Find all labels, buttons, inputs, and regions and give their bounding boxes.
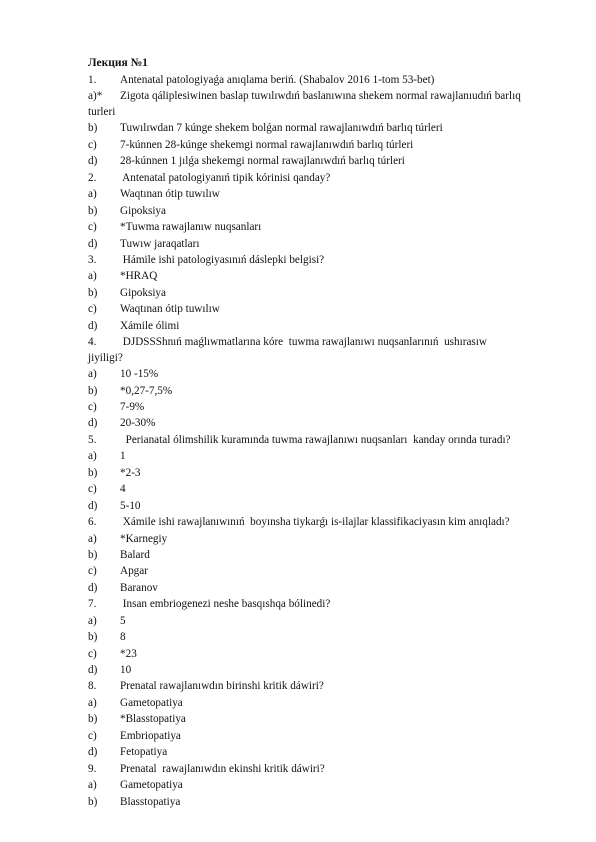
line-label: 3. <box>88 253 97 266</box>
line-label: a) <box>88 450 97 463</box>
line-text: Xámile ólimi <box>120 319 180 332</box>
line-label: c) <box>88 729 97 742</box>
line-text: *23 <box>120 647 137 660</box>
line-label: 2. <box>88 171 97 184</box>
line-label: d) <box>88 237 98 250</box>
answer-option <box>88 794 558 810</box>
line-text: Hámile ishi patologiyasınıń dáslepki belgisi? <box>120 253 325 266</box>
line-text: 10 -15% <box>120 368 159 381</box>
question-line <box>88 432 558 448</box>
line-text: Gipoksiya <box>120 286 166 299</box>
line-text: Perianatal ólimshilik kuramında tuwma rawajlanıwı nuqsanları kanday orında turadı? <box>120 433 511 446</box>
line-label: 5. <box>88 433 97 446</box>
answer-option <box>88 547 558 563</box>
line-text: Prenatal rawajlanıwdın birinshi kritik dáwiri? <box>120 680 324 693</box>
line-text: Gipoksiya <box>120 204 166 217</box>
answer-option <box>88 399 558 415</box>
answer-option <box>88 563 558 579</box>
answer-option <box>88 301 558 317</box>
line-label: a) <box>88 532 97 545</box>
line-text: *Karnegiy <box>120 532 168 545</box>
answer-option <box>88 448 558 464</box>
line-text: 20-30% <box>120 417 156 430</box>
line-text: DJDSSShnıń maǵlıwmatlarına kóre tuwma rawajlanıwı nuqsanlarınıń ushırasıw <box>120 336 487 349</box>
answer-option <box>88 646 558 662</box>
line-text: Antenatal patologiyanıń tipik kórinisi qanday? <box>120 171 331 184</box>
line-text: 1 <box>120 450 126 463</box>
answer-option <box>88 203 558 219</box>
question-line <box>88 596 558 612</box>
line-label: a) <box>88 188 97 201</box>
answer-option <box>88 711 558 727</box>
answer-option <box>88 481 558 497</box>
line-text: 7-9% <box>120 401 145 413</box>
answer-option <box>88 383 558 399</box>
line-text: *Tuwma rawajlanıw nuqsanları <box>120 221 262 234</box>
line-text: Antenatal patologiyaǵa anıqlama beriń. (Shabalov 2016 1-tom 53-bet) <box>120 74 435 86</box>
question-line <box>88 514 558 530</box>
question-line <box>88 334 558 366</box>
line-label: a) <box>88 696 97 709</box>
line-label: d) <box>88 417 98 430</box>
line-text: 7-kúnnen 28-kúnge shekemgi normal rawajlanıwdıń barlıq túrleri <box>120 138 414 151</box>
line-text: *Blasstopatiya <box>120 713 186 726</box>
line-label: c) <box>88 647 97 660</box>
line-label: a)* <box>88 90 103 103</box>
answer-option <box>88 695 558 711</box>
line-text: 5-10 <box>120 499 141 512</box>
line-label: 1. <box>88 74 97 86</box>
answer-option <box>88 268 558 284</box>
line-label: b) <box>88 204 98 217</box>
line-label: d) <box>88 581 98 594</box>
line-label: b) <box>88 286 98 299</box>
answer-option <box>88 498 558 514</box>
line-text: Zigota qáliplesiwinen baslap tuwılıwdıń baslanıwına shekem normal rawajlanıudıń barlıq <box>120 90 521 103</box>
line-label: d) <box>88 319 98 332</box>
line-label: d) <box>88 155 98 168</box>
line-text: *HRAQ <box>120 270 158 283</box>
answer-option <box>88 120 558 136</box>
line-text: Apgar <box>120 565 148 578</box>
answer-option <box>88 219 558 235</box>
line-text: Fetopatiya <box>120 746 168 759</box>
line-text: Balard <box>120 548 150 561</box>
line-continuation: jiyiligi? <box>88 352 123 365</box>
line-text: 4 <box>120 483 126 496</box>
question-line <box>88 252 558 268</box>
line-label: b) <box>88 122 98 135</box>
line-label: a) <box>88 779 97 792</box>
question-line <box>88 170 558 186</box>
question-line <box>88 678 558 694</box>
line-text: Waqtınan ótip tuwılıw <box>120 303 220 316</box>
answer-option <box>88 613 558 629</box>
line-label: 4. <box>88 336 97 349</box>
line-text: Tuwılıwdan 7 kúnge shekem bolǵan normal rawajlanıwdıń barlıq túrleri <box>120 122 443 135</box>
line-label: 9. <box>88 762 97 775</box>
answer-option <box>88 629 558 645</box>
line-text: 8 <box>120 631 126 644</box>
line-label: b) <box>88 631 98 644</box>
line-text: 28-kúnnen 1 jılǵa shekemgi normal rawajlanıwdıń barlıq túrleri <box>120 155 405 168</box>
line-label: c) <box>88 221 97 234</box>
answer-option <box>88 236 558 252</box>
answer-option <box>88 465 558 481</box>
question-line <box>88 761 558 777</box>
line-continuation: turleri <box>88 106 116 119</box>
line-text: 10 <box>120 664 132 676</box>
line-text: Xámile ishi rawajlanıwınıń boyınsha tiykarǵı is-ilajlar klassifikaciyasın kim anıqladı? <box>120 516 510 529</box>
line-text: Prenatal rawajlanıwdın ekinshi kritik dáwiri? <box>120 762 325 775</box>
answer-option <box>88 415 558 431</box>
line-text: Insan embriogenezi neshe basqıshqa bólinedi? <box>120 598 331 611</box>
answer-option <box>88 662 558 678</box>
lecture-title: Лекция №1 <box>88 57 148 69</box>
line-label: b) <box>88 713 98 726</box>
line-label: c) <box>88 565 97 578</box>
answer-option <box>88 88 558 120</box>
line-text: Baranov <box>120 581 158 594</box>
line-label: a) <box>88 614 97 627</box>
answer-option <box>88 137 558 153</box>
answer-option <box>88 744 558 760</box>
line-text: 5 <box>120 614 126 627</box>
line-text: Tuwıw jaraqatları <box>120 237 200 250</box>
line-label: c) <box>88 483 97 496</box>
answer-option <box>88 285 558 301</box>
answer-option <box>88 318 558 334</box>
line-label: d) <box>88 664 98 676</box>
line-text: *2-3 <box>120 466 141 479</box>
line-label: 8. <box>88 680 97 693</box>
line-text: Gametopatiya <box>120 696 183 709</box>
answer-option <box>88 728 558 744</box>
question-line <box>88 72 558 88</box>
line-text: Gametopatiya <box>120 779 183 792</box>
line-label: c) <box>88 138 97 151</box>
line-label: d) <box>88 499 98 512</box>
line-text: Blasstopatiya <box>120 795 181 808</box>
answer-option <box>88 366 558 382</box>
line-text: Embriopatiya <box>120 729 181 742</box>
line-label: a) <box>88 368 97 381</box>
line-label: 7. <box>88 598 97 611</box>
line-label: b) <box>88 795 98 808</box>
line-label: c) <box>88 303 97 316</box>
answer-option <box>88 777 558 793</box>
line-text: *0,27-7,5% <box>120 384 173 397</box>
answer-option <box>88 153 558 169</box>
line-label: d) <box>88 746 98 759</box>
line-label: b) <box>88 466 98 479</box>
line-label: a) <box>88 270 97 283</box>
answer-option <box>88 531 558 547</box>
line-text: Waqtınan ótip tuwılıw <box>120 188 220 201</box>
answer-option <box>88 186 558 202</box>
line-label: b) <box>88 384 98 397</box>
line-label: 6. <box>88 516 97 529</box>
question-list <box>88 72 558 810</box>
line-label: b) <box>88 548 98 561</box>
line-label: c) <box>88 401 97 413</box>
answer-option <box>88 580 558 596</box>
